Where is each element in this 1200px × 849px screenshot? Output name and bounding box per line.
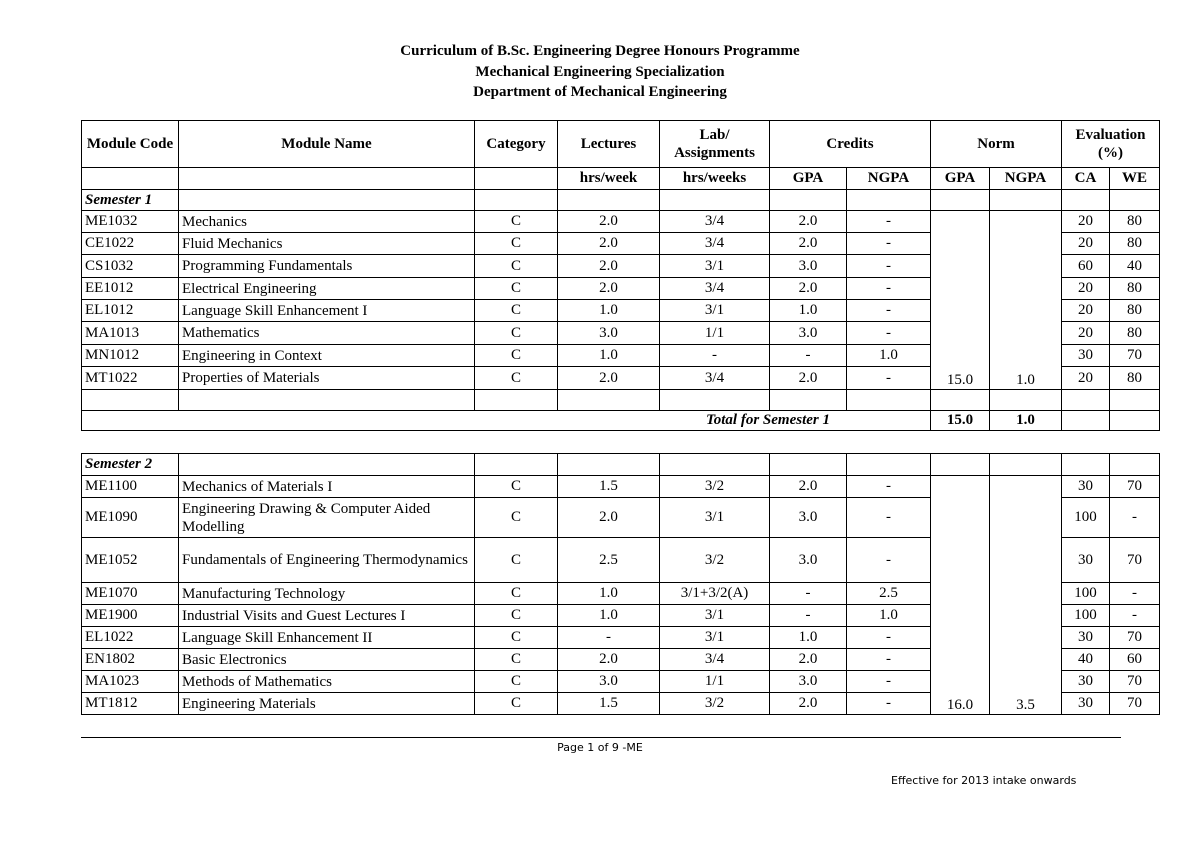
doc-title-line1: Curriculum of B.Sc. Engineering Degree Honours Programme [400,43,800,59]
module-category: C [475,693,558,715]
module-category: C [475,322,558,345]
module-eval-we: 80 [1110,233,1160,255]
module-credit-gpa: 2.0 [770,211,847,233]
module-category: C [475,476,558,498]
module-category: C [475,278,558,300]
doc-title-line2: Mechanical Engineering Specialization [475,64,725,80]
module-name: Engineering Drawing & Computer Aided Modelling [179,498,475,538]
module-name: Mechanics [179,211,475,233]
module-credit-ngpa: - [847,300,931,322]
module-category: C [475,255,558,278]
module-category: C [475,627,558,649]
page-number: Page 1 of 9 -ME [557,741,643,754]
module-credit-gpa: 3.0 [770,255,847,278]
module-lab: 3/4 [660,278,770,300]
module-eval-we: 80 [1110,278,1160,300]
module-code: ME1032 [82,211,179,233]
module-code: ME1070 [82,583,179,605]
module-name: Basic Electronics [179,649,475,671]
col-category: Category [475,121,558,168]
module-name: Fluid Mechanics [179,233,475,255]
module-lab: 3/1+3/2(A) [660,583,770,605]
module-category: C [475,233,558,255]
module-credit-ngpa: - [847,278,931,300]
module-category: C [475,605,558,627]
module-name: Properties of Materials [179,367,475,390]
module-category: C [475,211,558,233]
effective-note: Effective for 2013 intake onwards [891,774,1077,787]
module-code: CS1032 [82,255,179,278]
module-name: Manufacturing Technology [179,583,475,605]
module-code: EL1022 [82,627,179,649]
col-lectures: Lectures [558,121,660,168]
module-row [82,211,1160,233]
module-lectures: 2.0 [558,649,660,671]
module-name: Mathematics [179,322,475,345]
unit-norm-gpa: GPA [931,168,990,190]
unit-norm-ngpa: NGPA [990,168,1062,190]
semester2-label-row [82,454,1160,476]
module-credit-ngpa: - [847,649,931,671]
module-lab: 1/1 [660,322,770,345]
module-credit-gpa: 2.0 [770,649,847,671]
module-code: MN1012 [82,345,179,367]
col-module-name: Module Name [179,121,475,168]
col-lab: Lab/ Assignments [660,121,770,168]
module-name: Industrial Visits and Guest Lectures I [179,605,475,627]
header-row-main [82,121,1160,168]
unit-credits-gpa: GPA [770,168,847,190]
module-eval-we: 70 [1110,693,1160,715]
module-code: EL1012 [82,300,179,322]
module-credit-ngpa: - [847,367,931,390]
module-lectures: 2.0 [558,498,660,538]
module-lectures: 3.0 [558,322,660,345]
module-lab: 3/1 [660,300,770,322]
module-category: C [475,300,558,322]
module-credit-gpa: 2.0 [770,693,847,715]
module-category: C [475,649,558,671]
module-lab: 3/2 [660,693,770,715]
module-eval-ca: 20 [1062,211,1110,233]
module-credit-gpa: 3.0 [770,322,847,345]
semester1-table [81,120,1160,431]
module-credit-gpa: 3.0 [770,498,847,538]
module-credit-ngpa: - [847,233,931,255]
semester1-blank-row [82,390,1160,411]
module-eval-we: 80 [1110,300,1160,322]
unit-eval-ca: CA [1062,168,1110,190]
col-evaluation: Evaluation (%) [1062,121,1160,168]
semester1-norm-ngpa: 1.0 [990,211,1062,390]
module-credit-gpa: - [770,583,847,605]
module-credit-gpa: 2.0 [770,233,847,255]
module-eval-we: - [1110,583,1160,605]
module-credit-gpa: - [770,345,847,367]
module-lectures: 1.0 [558,345,660,367]
module-eval-ca: 100 [1062,583,1110,605]
module-category: C [475,498,558,538]
module-code: MA1023 [82,671,179,693]
semester1-label: Semester 1 [82,190,179,211]
module-eval-ca: 100 [1062,498,1110,538]
semester1-total-row [82,411,1160,431]
module-lectures: 2.0 [558,233,660,255]
module-eval-we: 80 [1110,211,1160,233]
module-eval-ca: 100 [1062,605,1110,627]
module-code: ME1100 [82,476,179,498]
module-eval-we: - [1110,498,1160,538]
module-lectures: 1.5 [558,693,660,715]
module-eval-ca: 40 [1062,649,1110,671]
module-eval-we: 70 [1110,627,1160,649]
module-lab: 3/2 [660,476,770,498]
module-eval-ca: 20 [1062,367,1110,390]
module-code: EN1802 [82,649,179,671]
module-eval-ca: 30 [1062,538,1110,583]
module-name: Engineering Materials [179,693,475,715]
module-category: C [475,345,558,367]
semester2-norm-gpa: 16.0 [931,476,990,715]
module-code: ME1052 [82,538,179,583]
semester2-table [81,453,1160,715]
module-credit-gpa: 1.0 [770,627,847,649]
module-lectures: 2.5 [558,538,660,583]
module-lab: 3/4 [660,367,770,390]
module-eval-ca: 30 [1062,671,1110,693]
module-code: ME1090 [82,498,179,538]
module-credit-ngpa: - [847,211,931,233]
col-credits: Credits [770,121,931,168]
module-lab: 3/1 [660,627,770,649]
module-lectures: 1.0 [558,583,660,605]
module-eval-ca: 30 [1062,627,1110,649]
module-eval-ca: 30 [1062,476,1110,498]
module-credit-ngpa: - [847,693,931,715]
module-eval-ca: 20 [1062,278,1110,300]
module-name: Mechanics of Materials I [179,476,475,498]
module-credit-gpa: 1.0 [770,300,847,322]
module-eval-ca: 20 [1062,300,1110,322]
module-code: MA1013 [82,322,179,345]
module-lectures: 1.0 [558,605,660,627]
unit-lectures: hrs/week [558,168,660,190]
module-category: C [475,671,558,693]
module-credit-gpa: 3.0 [770,671,847,693]
module-credit-ngpa: - [847,476,931,498]
module-lectures: 2.0 [558,211,660,233]
module-name: Fundamentals of Engineering Thermodynamics [179,538,475,583]
module-credit-ngpa: 1.0 [847,605,931,627]
module-eval-we: 70 [1110,476,1160,498]
module-eval-we: 80 [1110,367,1160,390]
module-name: Programming Fundamentals [179,255,475,278]
module-eval-ca: 60 [1062,255,1110,278]
col-module-code: Module Code [82,121,179,168]
module-code: MT1022 [82,367,179,390]
module-lab: 3/1 [660,498,770,538]
module-code: CE1022 [82,233,179,255]
module-name: Engineering in Context [179,345,475,367]
module-code: MT1812 [82,693,179,715]
module-eval-we: 70 [1110,671,1160,693]
module-lab: - [660,345,770,367]
module-lab: 3/1 [660,605,770,627]
module-credit-ngpa: - [847,322,931,345]
module-credit-gpa: - [770,605,847,627]
module-lab: 3/1 [660,255,770,278]
module-credit-gpa: 2.0 [770,476,847,498]
module-lectures: 1.0 [558,300,660,322]
module-lab: 1/1 [660,671,770,693]
module-eval-ca: 30 [1062,693,1110,715]
semester1-total-gpa: 15.0 [931,411,990,431]
doc-title-line3: Department of Mechanical Engineering [473,84,727,100]
module-eval-ca: 20 [1062,322,1110,345]
col-norm: Norm [931,121,1062,168]
semester1-norm-gpa: 15.0 [931,211,990,390]
module-lectures: 2.0 [558,278,660,300]
header-row-units [82,168,1160,190]
unit-credits-ngpa: NGPA [847,168,931,190]
module-credit-ngpa: - [847,538,931,583]
module-lab: 3/4 [660,233,770,255]
module-eval-we: 80 [1110,322,1160,345]
module-credit-gpa: 2.0 [770,278,847,300]
module-code: ME1900 [82,605,179,627]
semester1-label-row [82,190,1160,211]
module-credit-gpa: 2.0 [770,367,847,390]
module-eval-we: 60 [1110,649,1160,671]
module-lectures: 2.0 [558,255,660,278]
module-eval-we: 40 [1110,255,1160,278]
module-credit-gpa: 3.0 [770,538,847,583]
module-category: C [475,367,558,390]
module-credit-ngpa: 2.5 [847,583,931,605]
module-eval-ca: 20 [1062,233,1110,255]
module-name: Language Skill Enhancement II [179,627,475,649]
module-credit-ngpa: - [847,498,931,538]
unit-lab: hrs/weeks [660,168,770,190]
module-credit-ngpa: - [847,627,931,649]
module-eval-we: - [1110,605,1160,627]
module-code: EE1012 [82,278,179,300]
module-lab: 3/2 [660,538,770,583]
module-name: Methods of Mathematics [179,671,475,693]
module-eval-we: 70 [1110,538,1160,583]
module-lectures: 1.5 [558,476,660,498]
module-row [82,476,1160,498]
module-name: Electrical Engineering [179,278,475,300]
module-lectures: 2.0 [558,367,660,390]
unit-eval-we: WE [1110,168,1160,190]
module-eval-ca: 30 [1062,345,1110,367]
module-credit-ngpa: - [847,671,931,693]
module-category: C [475,538,558,583]
footer-divider [81,737,1121,738]
module-name: Language Skill Enhancement I [179,300,475,322]
module-credit-ngpa: - [847,255,931,278]
module-eval-we: 70 [1110,345,1160,367]
module-lectures: - [558,627,660,649]
module-lab: 3/4 [660,649,770,671]
semester2-label: Semester 2 [82,454,179,476]
module-credit-ngpa: 1.0 [847,345,931,367]
semester1-total-label: Total for Semester 1 [82,411,931,431]
semester2-norm-ngpa: 3.5 [990,476,1062,715]
module-category: C [475,583,558,605]
module-lab: 3/4 [660,211,770,233]
module-lectures: 3.0 [558,671,660,693]
semester1-total-ngpa: 1.0 [990,411,1062,431]
